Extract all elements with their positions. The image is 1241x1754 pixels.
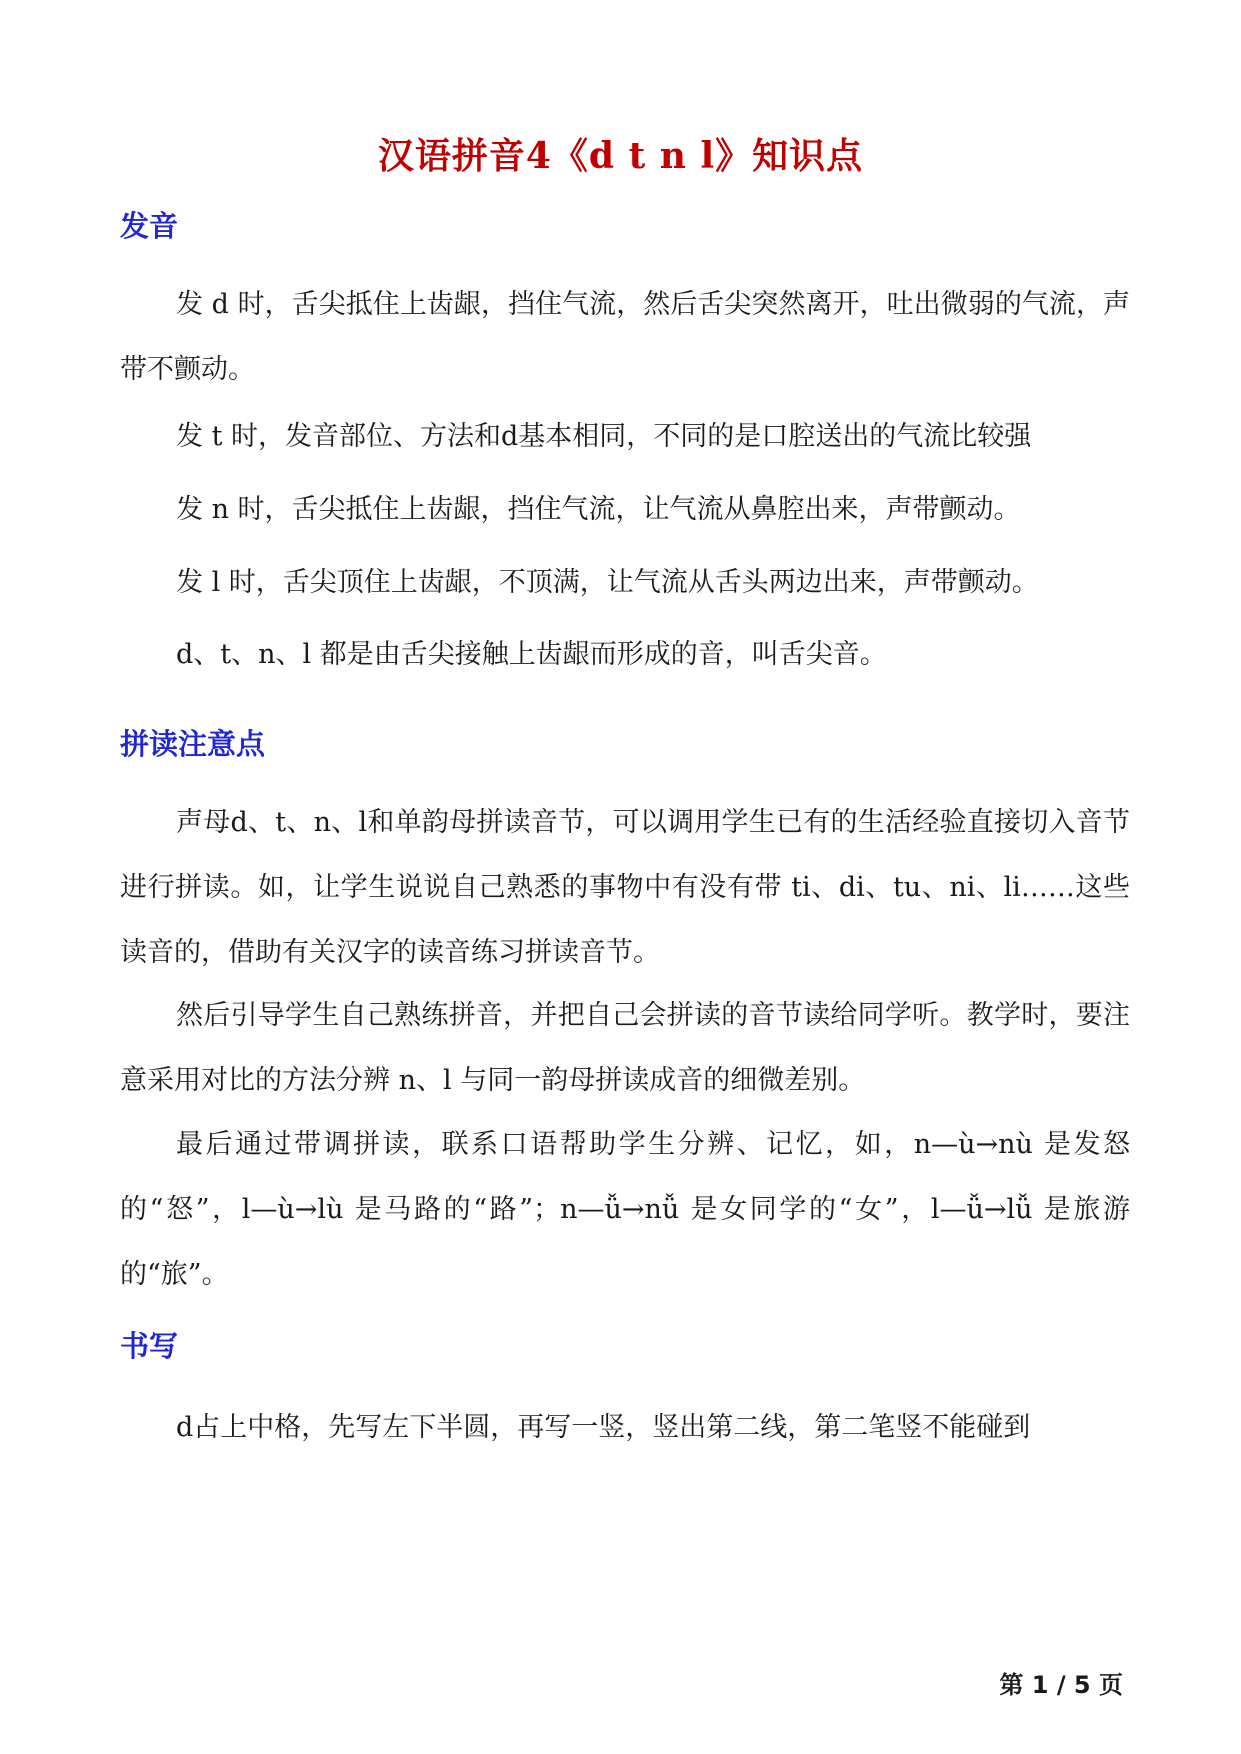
paragraph-spelling-practice: 然后引导学生自己熟练拼音，并把自己会拼读的音节读给同学听。教学时，要注意采用对比的方法分辨 n、l 与同一韵母拼读成音的细微差别。 <box>120 1000 1130 1096</box>
page-number: 第 1 / 5 页 <box>999 1671 1123 1699</box>
paragraph-pronounce-n: 发 n 时，舌尖抵住上齿龈，挡住气流，让气流从鼻腔出来，声带颤动。 <box>176 494 1021 525</box>
section-heading-spelling-notes: 拼读注意点 <box>120 727 266 761</box>
section-heading-writing: 书写 <box>120 1329 179 1363</box>
paragraph-pronounce-l: 发 l 时，舌尖顶住上齿龈，不顶满，让气流从舌头两边出来，声带颤动。 <box>176 567 1039 598</box>
document-title: 汉语拼音4《d t n l》知识点 <box>377 135 864 177</box>
paragraph-spelling-intro: 声母d、t、n、l和单韵母拼读音节，可以调用学生已有的生活经验直接切入音节进行拼读。如，让学生说说自己熟悉的事物中有没有带 ti、di、tu、ni、li……这些读音的，借助有关汉字的读音练习拼读音节。 <box>120 807 1130 968</box>
paragraph-tone-spelling: 最后通过带调拼读，联系口语帮助学生分辨、记忆，如，n—ù→nù 是发怒的“怒”，l—ù→lù 是马路的“路”；n—ǚ→nǚ 是女同学的“女”，l—ǚ→lǚ 是旅游的“旅”。 <box>120 1129 1130 1290</box>
paragraph-pronounce-d: 发 d 时，舌尖抵住上齿龈，挡住气流，然后舌尖突然离开，吐出微弱的气流，声带不颤动。 <box>120 289 1130 385</box>
paragraph-pronounce-t: 发 t 时，发音部位、方法和d基本相同，不同的是口腔送出的气流比较强 <box>176 421 1032 452</box>
section-heading-pronunciation: 发音 <box>120 209 179 243</box>
paragraph-tongue-tip-sounds: d、t、n、l 都是由舌尖接触上齿龈而形成的音，叫舌尖音。 <box>176 639 887 670</box>
paragraph-writing-d: d占上中格，先写左下半圆，再写一竖，竖出第二线，第二笔竖不能碰到 <box>176 1412 1031 1443</box>
